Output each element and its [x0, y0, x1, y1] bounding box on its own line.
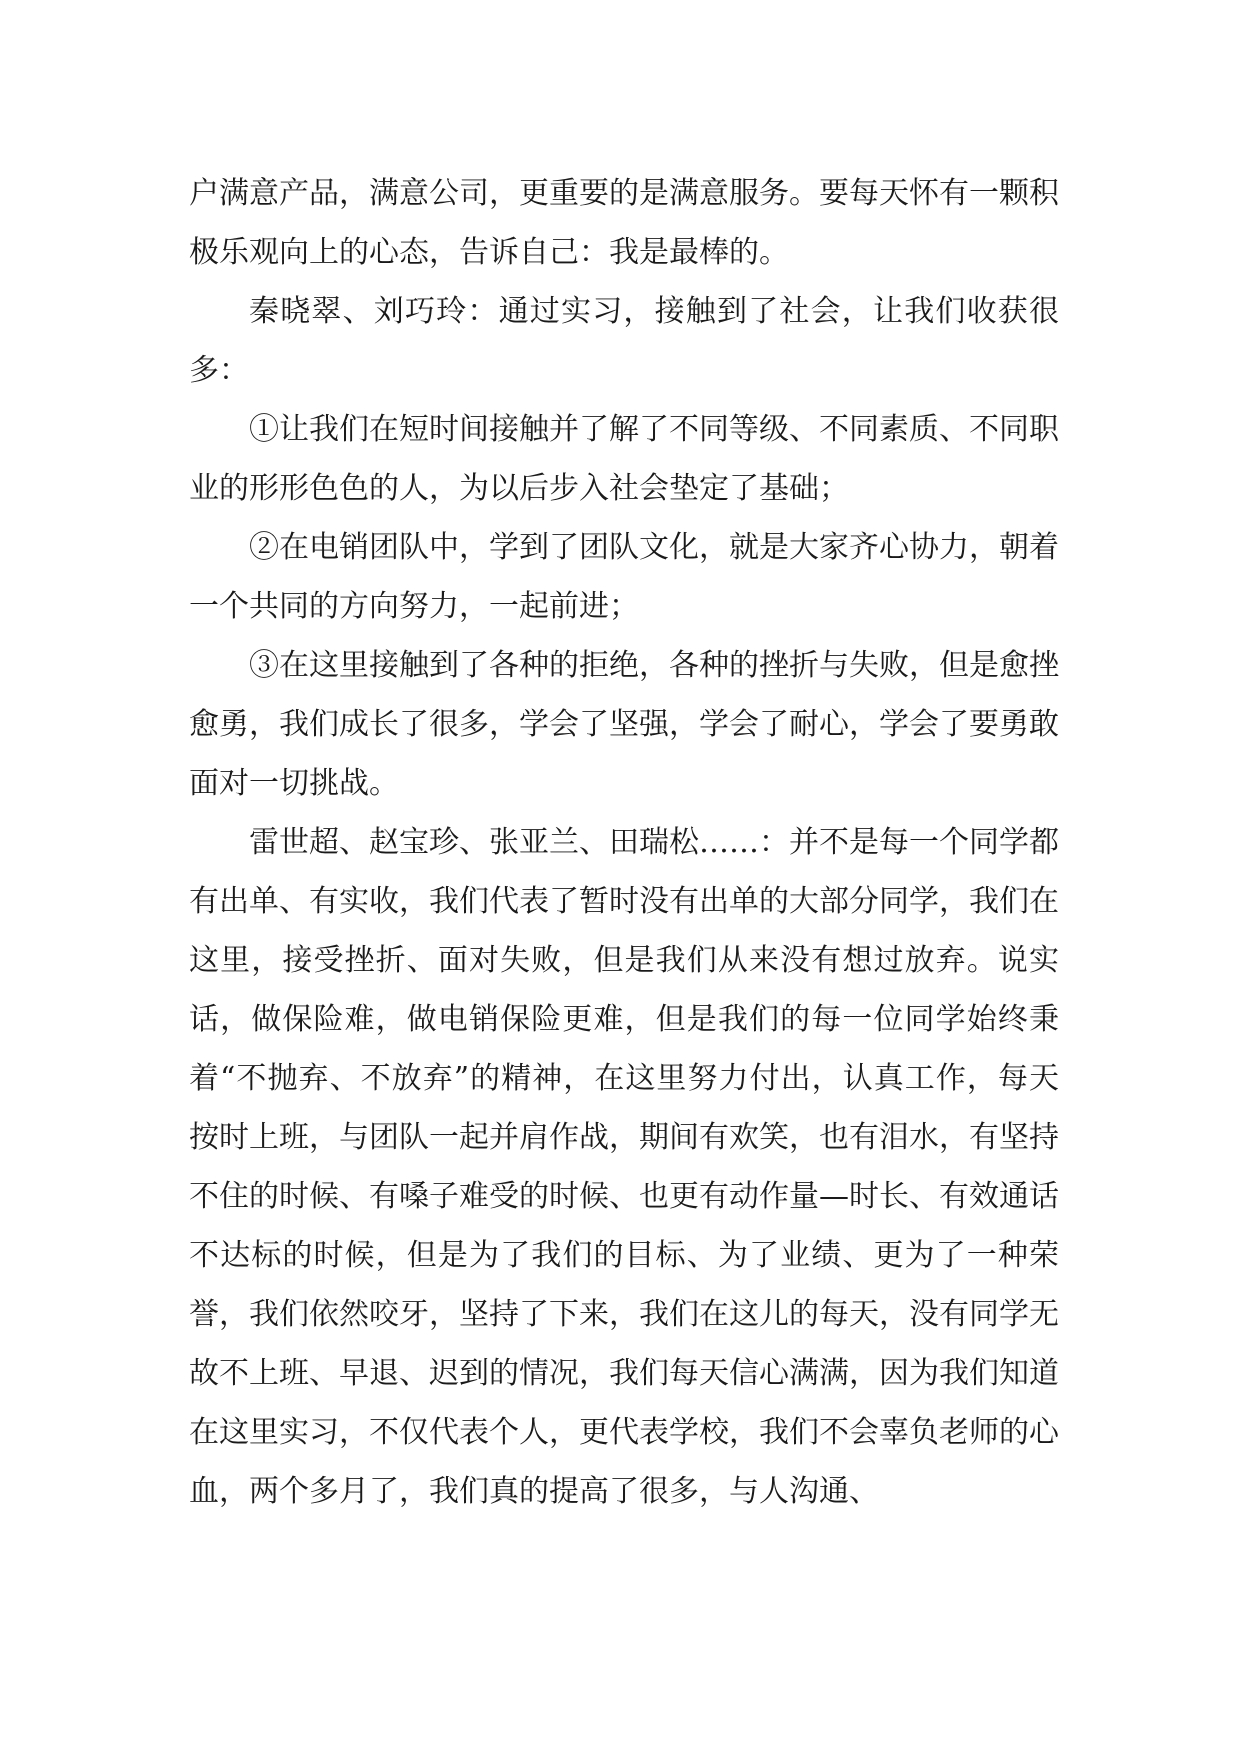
document-body — [189, 164, 1059, 1521]
paragraph-point-3: ③在这里接触到了各种的拒绝，各种的挫折与失败，但是愈挫愈勇，我们成长了很多，学会了坚强，学会了耐心，学会了要勇敢面对一切挑战。 — [189, 648, 1059, 801]
paragraph-continuation: 户满意产品，满意公司，更重要的是满意服务。要每天怀有一颗积极乐观向上的心态，告诉自己：我是最棒的。 — [189, 176, 1059, 270]
paragraph-qin-liu: 秦晓翠、刘巧玲：通过实习，接触到了社会，让我们收获很多： — [189, 294, 1059, 388]
paragraph-point-2: ②在电销团队中，学到了团队文化，就是大家齐心协力，朝着一个共同的方向努力，一起前进； — [189, 530, 1059, 624]
paragraph-point-1: ①让我们在短时间接触并了解了不同等级、不同素质、不同职业的形形色色的人，为以后步入社会垫定了基础； — [189, 412, 1059, 506]
paragraph-lei-zhao-zhang-tian: 雷世超、赵宝珍、张亚兰、田瑞松……：并不是每一个同学都有出单、有实收，我们代表了暂时没有出单的大部分同学，我们在这里，接受挫折、面对失败，但是我们从来没有想过放弃。说实话，做保险难，做电销保险更难，但是我们的每一位同学始终秉着“不抛弃、不放弃”的精神，在这里努力付出，认真工作，每天按时上班，与团队一起并肩作战，期间有欢笑，也有泪水，有坚持不住的时候、有嗓子难受的时候、也更有动作量—时长、有效通话不达标的时候，但是为了我们的目标、为了业绩、更为了一种荣誉，我们依然咬牙，坚持了下来，我们在这儿的每天，没有同学无故不上班、早退、迟到的情况，我们每天信心满满，因为我们知道在这里实习，不仅代表个人，更代表学校，我们不会辜负老师的心血，两个多月了，我们真的提高了很多，与人沟通、 — [189, 825, 1059, 1509]
